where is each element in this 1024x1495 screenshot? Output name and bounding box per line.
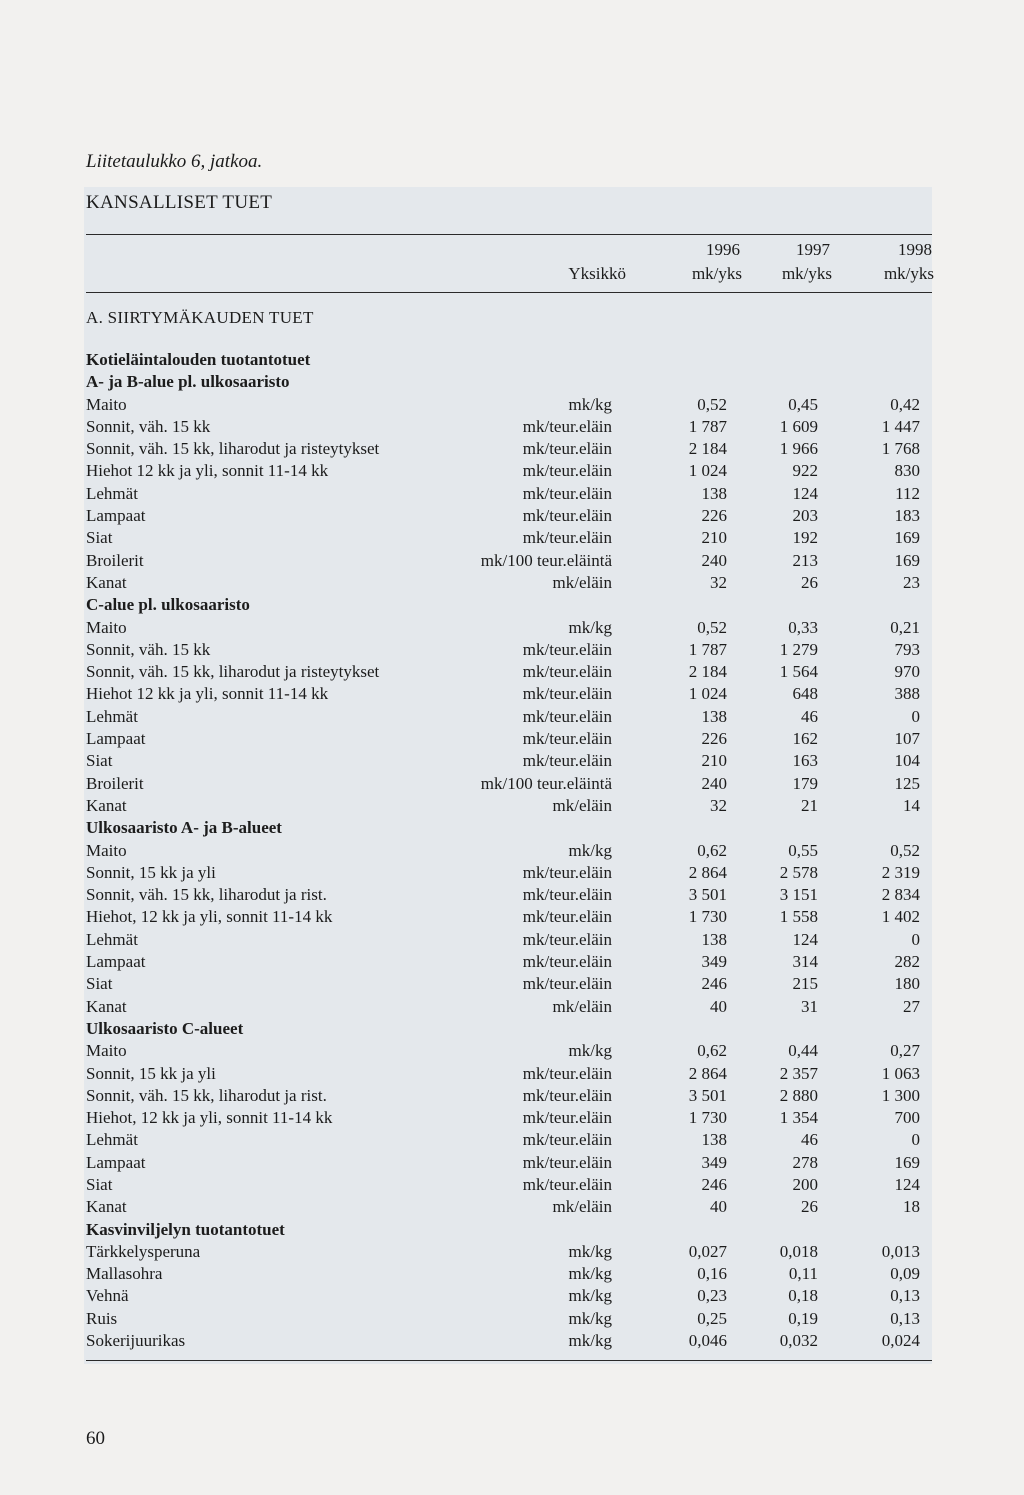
table-row: [86, 929, 932, 951]
row-value-1996: 138: [701, 706, 727, 726]
row-unit: mk/kg: [568, 1041, 612, 1061]
row-label: Lampaat: [86, 1152, 146, 1172]
row-value-1997: 2 880: [779, 1085, 818, 1105]
row-value-1998: 0,13: [890, 1286, 920, 1306]
table-row: [86, 1285, 932, 1307]
row-label: Maito: [86, 1041, 127, 1061]
table-row: [86, 683, 932, 705]
table-row: [86, 1040, 932, 1062]
row-label: Sonnit, 15 kk ja yli: [86, 862, 216, 882]
table-row: [86, 996, 932, 1018]
row-unit: mk/teur.eläin: [522, 461, 612, 481]
row-value-1998: 0,09: [890, 1264, 920, 1284]
row-label: Kotieläintalouden tuotantotuet: [86, 350, 311, 369]
row-value-1997: 0,018: [779, 1241, 818, 1261]
row-value-1998: 124: [894, 1174, 920, 1194]
row-value-1996: 32: [710, 572, 727, 592]
table-title: KANSALLISET TUET: [86, 192, 273, 213]
row-value-1997: 2 578: [779, 862, 818, 882]
row-value-1998: 125: [894, 773, 920, 793]
row-label: Maito: [86, 394, 127, 414]
row-value-1996: 0,62: [697, 840, 727, 860]
row-unit: mk/kg: [568, 1241, 612, 1261]
table-row: [86, 394, 932, 416]
table-row: [86, 661, 932, 683]
table-row: [86, 1263, 932, 1285]
row-value-1998: 0: [911, 1130, 920, 1150]
row-value-1997: 0,44: [788, 1041, 818, 1061]
row-value-1998: 18: [903, 1197, 920, 1217]
table-row: [86, 1330, 932, 1352]
table-row: [86, 1196, 932, 1218]
row-value-1997: 1 966: [779, 439, 818, 459]
row-unit: mk/teur.eläin: [522, 1063, 612, 1083]
table-row: [86, 973, 932, 995]
row-label: Hiehot 12 kk ja yli, sonnit 11-14 kk: [86, 461, 329, 481]
row-value-1998: 1 402: [881, 907, 920, 927]
row-value-1998: 1 447: [881, 416, 920, 436]
table-group-heading: [86, 371, 932, 393]
row-value-1996: 0,52: [697, 617, 727, 637]
row-label: Siat: [86, 528, 113, 548]
row-unit: mk/teur.eläin: [522, 862, 612, 882]
row-value-1996: 2 864: [688, 1063, 727, 1083]
table-row: [86, 1063, 932, 1085]
row-unit: mk/kg: [568, 394, 612, 414]
row-label: Kanat: [86, 1197, 127, 1217]
row-value-1996: 226: [701, 506, 727, 526]
table-body: [86, 349, 932, 1352]
table-group-heading: [86, 817, 932, 839]
table-row: [86, 728, 932, 750]
table-row: [86, 1107, 932, 1129]
row-label: Tärkkelysperuna: [86, 1241, 201, 1261]
row-value-1996: 240: [701, 773, 727, 793]
row-value-1996: 40: [710, 996, 727, 1016]
table-row: [86, 1308, 932, 1330]
row-value-1997: 31: [801, 996, 818, 1016]
row-value-1998: 1 300: [881, 1085, 920, 1105]
row-value-1997: 46: [801, 706, 818, 726]
row-unit: mk/teur.eläin: [522, 729, 612, 749]
row-unit: mk/eläin: [552, 572, 612, 592]
row-value-1998: 1 063: [881, 1063, 920, 1083]
row-value-1996: 0,046: [688, 1331, 727, 1351]
row-value-1996: 2 864: [688, 862, 727, 882]
row-value-1996: 349: [701, 952, 727, 972]
row-unit: mk/teur.eläin: [522, 751, 612, 771]
row-value-1997: 124: [792, 929, 818, 949]
header-sub-1996: mk/yks: [691, 264, 742, 283]
row-label: Lehmät: [86, 1130, 138, 1150]
row-label: Kasvinviljelyn tuotantotuet: [86, 1219, 285, 1239]
row-unit: mk/teur.eläin: [522, 639, 612, 659]
row-value-1998: 169: [894, 550, 920, 570]
row-value-1997: 163: [792, 751, 818, 771]
header-year-1998: 1998: [898, 240, 932, 259]
table-row: [86, 1174, 932, 1196]
table-caption: Liitetaulukko 6, jatkoa.: [86, 151, 263, 172]
row-value-1998: 0,024: [881, 1331, 920, 1351]
row-unit: mk/eläin: [552, 996, 612, 1016]
row-label: Sonnit, 15 kk ja yli: [86, 1063, 216, 1083]
row-unit: mk/teur.eläin: [522, 662, 612, 682]
row-value-1998: 282: [894, 952, 920, 972]
row-label: Mallasohra: [86, 1264, 163, 1284]
row-label: Hiehot 12 kk ja yli, sonnit 11-14 kk: [86, 684, 329, 704]
row-value-1998: 169: [894, 1152, 920, 1172]
row-unit: mk/kg: [568, 617, 612, 637]
row-value-1997: 0,19: [788, 1308, 818, 1328]
table-row: [86, 862, 932, 884]
row-unit: mk/teur.eläin: [522, 1108, 612, 1128]
row-value-1996: 210: [701, 751, 727, 771]
row-value-1997: 0,18: [788, 1286, 818, 1306]
row-value-1998: 1 768: [881, 439, 920, 459]
table-row: [86, 505, 932, 527]
row-value-1998: 793: [894, 639, 920, 659]
row-value-1998: 180: [894, 974, 920, 994]
row-unit: mk/teur.eläin: [522, 1152, 612, 1172]
row-label: Siat: [86, 751, 113, 771]
row-value-1998: 14: [903, 795, 920, 815]
row-value-1997: 1 279: [779, 639, 818, 659]
row-value-1996: 138: [701, 929, 727, 949]
row-value-1998: 27: [903, 996, 920, 1016]
row-value-1997: 192: [792, 528, 818, 548]
row-label: Sonnit, väh. 15 kk, liharodut ja rist.: [86, 885, 327, 905]
row-label: Hiehot, 12 kk ja yli, sonnit 11-14 kk: [86, 1108, 333, 1128]
row-value-1998: 0,13: [890, 1308, 920, 1328]
row-value-1997: 2 357: [779, 1063, 818, 1083]
table-row: [86, 1241, 932, 1263]
row-value-1997: 648: [792, 684, 818, 704]
row-value-1996: 2 184: [688, 439, 727, 459]
header-top-rule: [86, 234, 932, 235]
table-group-heading: [86, 1219, 932, 1241]
row-unit: mk/kg: [568, 1331, 612, 1351]
row-value-1997: 26: [801, 1197, 818, 1217]
table-group-heading: [86, 1018, 932, 1040]
row-label: A- ja B-alue pl. ulkosaaristo: [86, 372, 290, 392]
row-value-1997: 1 354: [779, 1108, 818, 1128]
row-unit: mk/teur.eläin: [522, 1085, 612, 1105]
row-value-1997: 314: [792, 952, 818, 972]
row-label: Ulkosaaristo A- ja B-alueet: [86, 818, 282, 838]
table-row: [86, 572, 932, 594]
row-value-1997: 0,11: [788, 1264, 818, 1284]
row-value-1996: 138: [701, 1130, 727, 1150]
row-label: Sonnit, väh. 15 kk: [86, 639, 211, 659]
row-unit: mk/teur.eläin: [522, 506, 612, 526]
row-unit: mk/teur.eläin: [522, 528, 612, 548]
row-label: Kanat: [86, 572, 127, 592]
row-unit: mk/teur.eläin: [522, 684, 612, 704]
table-row: [86, 750, 932, 772]
row-unit: mk/teur.eläin: [522, 706, 612, 726]
row-unit: mk/teur.eläin: [522, 952, 612, 972]
row-value-1996: 40: [710, 1197, 727, 1217]
row-value-1997: 922: [792, 461, 818, 481]
table-group-heading: [86, 349, 932, 371]
row-value-1998: 0,013: [881, 1241, 920, 1261]
row-value-1998: 830: [894, 461, 920, 481]
row-unit: mk/teur.eläin: [522, 439, 612, 459]
table-row: [86, 639, 932, 661]
row-value-1998: 388: [894, 684, 920, 704]
row-value-1998: 112: [895, 483, 920, 503]
row-value-1998: 23: [903, 572, 920, 592]
header-year-1996: 1996: [706, 240, 740, 259]
row-value-1996: 226: [701, 729, 727, 749]
row-value-1996: 0,027: [688, 1241, 727, 1261]
row-label: Lampaat: [86, 729, 146, 749]
row-label: Sonnit, väh. 15 kk: [86, 416, 211, 436]
row-value-1996: 3 501: [688, 885, 727, 905]
row-unit: mk/teur.eläin: [522, 483, 612, 503]
header-unit: Yksikkö: [568, 264, 626, 283]
row-label: Lehmät: [86, 706, 138, 726]
row-value-1996: 1 024: [688, 684, 727, 704]
header-sub-1997: mk/yks: [781, 264, 832, 283]
row-unit: mk/teur.eläin: [522, 416, 612, 436]
row-label: Sonnit, väh. 15 kk, liharodut ja rist.: [86, 1085, 327, 1105]
table-group-heading: [86, 594, 932, 616]
row-unit: mk/eläin: [552, 1197, 612, 1217]
row-value-1998: 0: [911, 929, 920, 949]
row-unit: mk/eläin: [552, 795, 612, 815]
table-row: [86, 773, 932, 795]
header-year-1997: 1997: [796, 240, 830, 259]
row-label: Hiehot, 12 kk ja yli, sonnit 11-14 kk: [86, 907, 333, 927]
row-value-1996: 32: [710, 795, 727, 815]
row-value-1996: 0,23: [697, 1286, 727, 1306]
row-value-1998: 183: [894, 506, 920, 526]
table-row: [86, 884, 932, 906]
row-value-1998: 0,52: [890, 840, 920, 860]
row-unit: mk/kg: [568, 1308, 612, 1328]
row-value-1998: 2 834: [881, 885, 920, 905]
row-value-1997: 0,55: [788, 840, 818, 860]
header-bottom-rule: [86, 292, 932, 293]
section-title: A. SIIRTYMÄKAUDEN TUET: [86, 308, 314, 327]
row-label: Maito: [86, 617, 127, 637]
table-row: [86, 1129, 932, 1151]
row-value-1997: 1 564: [779, 662, 818, 682]
row-unit: mk/100 teur.eläintä: [480, 550, 612, 570]
row-label: Lampaat: [86, 952, 146, 972]
row-label: Lampaat: [86, 506, 146, 526]
table-row: [86, 706, 932, 728]
row-value-1997: 0,45: [788, 394, 818, 414]
row-label: Ulkosaaristo C-alueet: [86, 1018, 244, 1038]
row-unit: mk/teur.eläin: [522, 974, 612, 994]
table-row: [86, 617, 932, 639]
row-label: Sonnit, väh. 15 kk, liharodut ja risteytykset: [86, 439, 380, 459]
row-value-1997: 1 558: [779, 907, 818, 927]
row-label: Lehmät: [86, 929, 138, 949]
row-value-1996: 2 184: [688, 662, 727, 682]
table-row: [86, 460, 932, 482]
row-label: Broilerit: [86, 773, 144, 793]
table-row: [86, 438, 932, 460]
table-row: [86, 550, 932, 572]
table-row: [86, 1152, 932, 1174]
table-row: [86, 527, 932, 549]
row-unit: mk/teur.eläin: [522, 1174, 612, 1194]
row-value-1997: 1 609: [779, 416, 818, 436]
table-row: [86, 906, 932, 928]
row-value-1997: 215: [792, 974, 818, 994]
row-value-1996: 3 501: [688, 1085, 727, 1105]
row-label: Kanat: [86, 996, 127, 1016]
table-row: [86, 1085, 932, 1107]
row-value-1996: 1 024: [688, 461, 727, 481]
row-value-1997: 21: [801, 795, 818, 815]
row-value-1996: 210: [701, 528, 727, 548]
row-value-1997: 200: [792, 1174, 818, 1194]
table-row: [86, 416, 932, 438]
row-value-1996: 1 787: [688, 639, 727, 659]
row-value-1996: 1 787: [688, 416, 727, 436]
table-row: [86, 840, 932, 862]
row-value-1996: 349: [701, 1152, 727, 1172]
row-value-1998: 700: [894, 1108, 920, 1128]
row-value-1997: 124: [792, 483, 818, 503]
row-value-1996: 0,62: [697, 1041, 727, 1061]
row-label: Broilerit: [86, 550, 144, 570]
row-value-1997: 213: [792, 550, 818, 570]
row-unit: mk/100 teur.eläintä: [480, 773, 612, 793]
row-label: Lehmät: [86, 483, 138, 503]
row-unit: mk/kg: [568, 1264, 612, 1284]
row-value-1997: 46: [801, 1130, 818, 1150]
row-value-1998: 0,27: [890, 1041, 920, 1061]
row-label: Vehnä: [86, 1286, 129, 1306]
row-value-1997: 0,33: [788, 617, 818, 637]
row-value-1997: 26: [801, 572, 818, 592]
row-unit: mk/teur.eläin: [522, 1130, 612, 1150]
row-value-1997: 0,032: [779, 1331, 818, 1351]
row-value-1998: 2 319: [881, 862, 920, 882]
row-value-1996: 1 730: [688, 907, 727, 927]
row-value-1996: 0,25: [697, 1308, 727, 1328]
row-label: Siat: [86, 974, 113, 994]
row-value-1998: 169: [894, 528, 920, 548]
row-value-1998: 0: [911, 706, 920, 726]
row-label: Siat: [86, 1174, 113, 1194]
row-value-1997: 278: [792, 1152, 818, 1172]
row-value-1998: 970: [894, 662, 920, 682]
row-value-1997: 162: [792, 729, 818, 749]
row-label: Maito: [86, 840, 127, 860]
row-value-1997: 179: [792, 773, 818, 793]
row-label: Sonnit, väh. 15 kk, liharodut ja risteytykset: [86, 662, 380, 682]
row-label: C-alue pl. ulkosaaristo: [86, 595, 250, 615]
row-label: Sokerijuurikas: [86, 1331, 186, 1351]
row-unit: mk/teur.eläin: [522, 929, 612, 949]
row-value-1998: 0,42: [890, 394, 920, 414]
row-label: Kanat: [86, 795, 127, 815]
header-sub-1998: mk/yks: [883, 264, 934, 283]
row-unit: mk/teur.eläin: [522, 907, 612, 927]
row-value-1997: 203: [792, 506, 818, 526]
row-value-1996: 0,16: [697, 1264, 727, 1284]
table-bottom-rule: [86, 1360, 932, 1361]
row-value-1996: 246: [701, 974, 727, 994]
row-value-1997: 3 151: [779, 885, 818, 905]
table-row: [86, 951, 932, 973]
row-value-1996: 0,52: [697, 394, 727, 414]
page-number: 60: [86, 1428, 105, 1449]
row-value-1998: 107: [894, 729, 920, 749]
row-value-1996: 1 730: [688, 1108, 727, 1128]
row-unit: mk/teur.eläin: [522, 885, 612, 905]
row-unit: mk/kg: [568, 1286, 612, 1306]
row-unit: mk/kg: [568, 840, 612, 860]
row-value-1998: 0,21: [890, 617, 920, 637]
table-row: [86, 483, 932, 505]
row-value-1996: 246: [701, 1174, 727, 1194]
row-value-1996: 138: [701, 483, 727, 503]
row-value-1998: 104: [894, 751, 920, 771]
table-row: [86, 795, 932, 817]
row-label: Ruis: [86, 1308, 118, 1328]
row-value-1996: 240: [701, 550, 727, 570]
